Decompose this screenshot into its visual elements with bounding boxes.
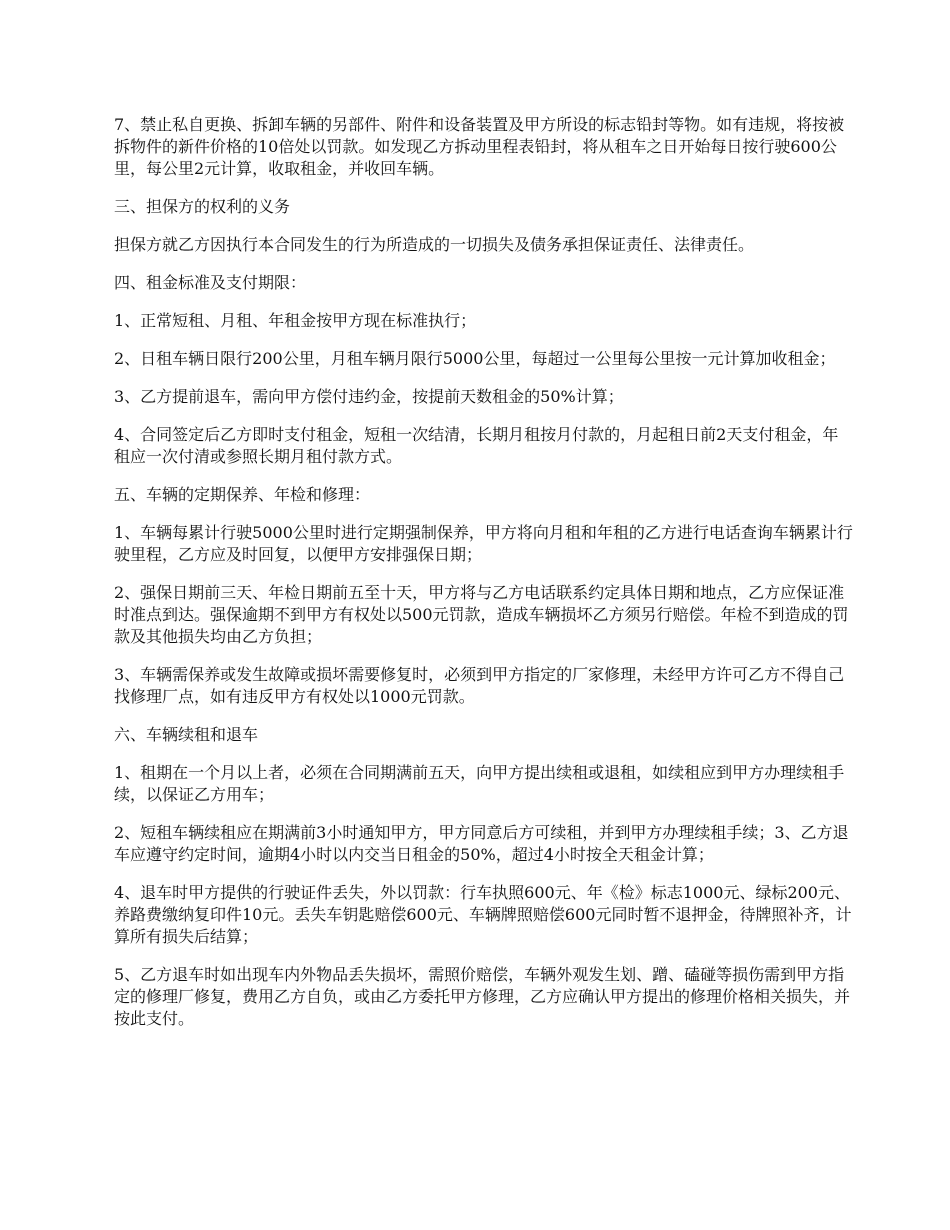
renewal-clause-5: 5、乙方退车时如出现车内外物品丢失损坏，需照价赔偿，车辆外观发生划、蹭、磕碰等损伤需到甲方指定的修理厂修复，费用乙方自负，或由乙方委托甲方修理，乙方应确认甲方提出的修理价格相关损失，并按此支付。 — [114, 965, 851, 1028]
section-6-heading: 六、车辆续租和退车 — [114, 725, 259, 744]
rent-clause-3: 3、乙方提前退车，需向甲方偿付违约金，按提前天数租金的50%计算； — [114, 387, 624, 406]
rent-clause-4: 4、合同签定后乙方即时支付租金，短租一次结清，长期月租按月付款的，月起租日前2天支付租金，年租应一次付清或参照长期月租付款方式。 — [114, 425, 839, 466]
renewal-clause-4: 4、退车时甲方提供的行驶证件丢失，外以罚款：行车执照600元、年《检》标志1000元、绿标200元、养路费缴纳复印件10元。丢失车钥匙赔偿600元、车辆牌照赔偿600元同时暂不退押金，待牌照补齐，计算所有损失后结算； — [114, 883, 852, 946]
section-3-heading: 三、担保方的权利的义务 — [114, 197, 291, 216]
maintenance-clause-1: 1、车辆每累计行驶5000公里时进行定期强制保养，甲方将向月租和年租的乙方进行电话查询车辆累计行驶里程，乙方应及时回复，以便甲方安排强保日期； — [114, 523, 853, 564]
rent-clause-2: 2、日租车辆日限行200公里，月租车辆月限行5000公里，每超过一公里每公里按一元计算加收租金； — [114, 349, 836, 368]
maintenance-clause-3: 3、车辆需保养或发生故障或损坏需要修复时，必须到甲方指定的厂家修理，未经甲方许可乙方不得自己找修理厂点，如有违反甲方有权处以1000元罚款。 — [114, 665, 845, 706]
maintenance-clause-2: 2、强保日期前三天、年检日期前五至十天，甲方将与乙方电话联系约定具体日期和地点，乙方应保证准时准点到达。强保逾期不到甲方有权处以500元罚款，造成车辆损坏乙方须另行赔偿。年检不到造成的罚款及其他损失均由乙方负担； — [114, 583, 849, 646]
section-4-heading: 四、租金标准及支付期限： — [114, 273, 307, 292]
section-5-heading: 五、车辆的定期保养、年检和修理： — [114, 485, 371, 504]
renewal-clause-2: 2、短租车辆续租应在期满前3小时通知甲方，甲方同意后方可续租，并到甲方办理续租手续；3、乙方退车应遵守约定时间，逾期4小时以内交当日租金的50%，超过4小时按全天租金计算； — [114, 823, 849, 864]
renewal-clause-1: 1、租期在一个月以上者，必须在合同期满前五天，向甲方提出续租或退租，如续租应到甲方办理续租手续，以保证乙方用车； — [114, 763, 845, 804]
document-body — [114, 114, 854, 1046]
clause-7-no-tampering: 7、禁止私自更换、拆卸车辆的另部件、附件和设备装置及甲方所设的标志铅封等物。如有违规，将按被拆物件的新件价格的10倍处以罚款。如发现乙方拆动里程表铅封，将从租车之日开始每日按行驶600公里，每公里2元计算，收取租金，并收回车辆。 — [114, 115, 845, 178]
rent-clause-1: 1、正常短租、月租、年租金按甲方现在标准执行； — [114, 311, 477, 330]
guarantor-clause: 担保方就乙方因执行本合同发生的行为所造成的一切损失及债务承担保证责任、法律责任。 — [114, 235, 755, 254]
